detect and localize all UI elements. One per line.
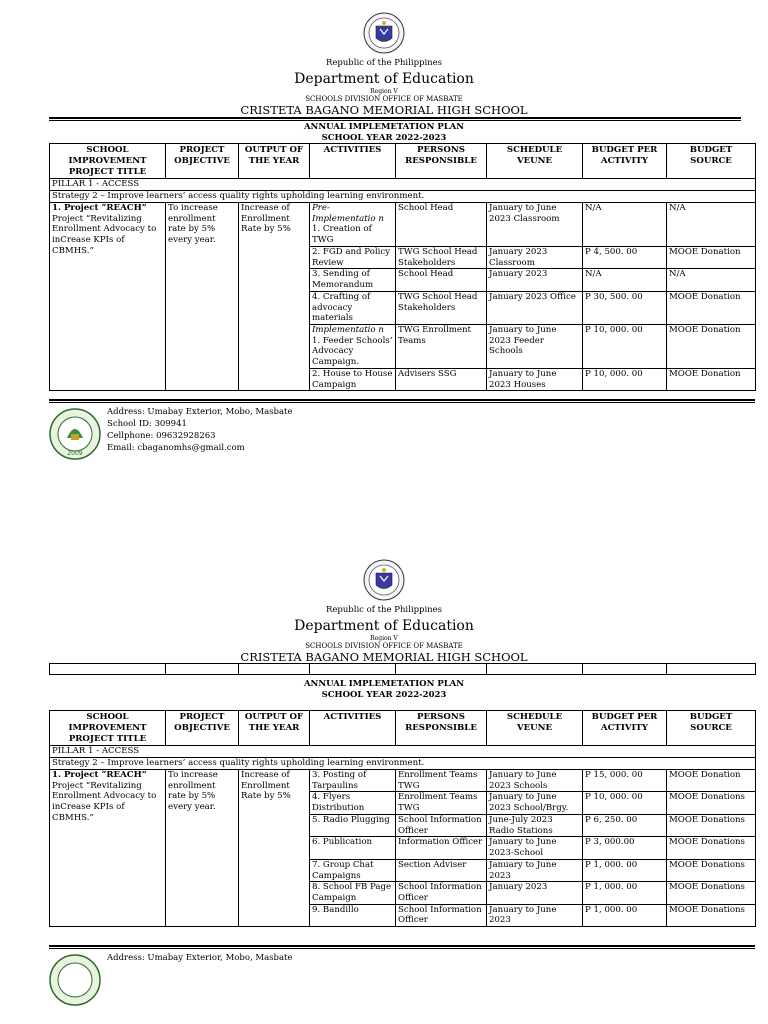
source-cell: MOOE Donation bbox=[667, 769, 756, 791]
project-title-cell bbox=[50, 769, 166, 926]
budget-cell: P 10, 000. 00 bbox=[583, 792, 667, 814]
persons-cell: TWG School Head Stakeholders bbox=[396, 246, 487, 268]
budget-cell: P 15, 000. 00 bbox=[583, 769, 667, 791]
deped-seal-icon bbox=[363, 12, 405, 54]
table-header-row bbox=[50, 711, 756, 746]
table-row bbox=[50, 769, 756, 791]
contact-info bbox=[107, 406, 292, 454]
budget-cell: N/A bbox=[583, 269, 667, 291]
source-cell: MOOE Donations bbox=[667, 814, 756, 836]
schedule-cell: January to June 2023 Classroom bbox=[487, 202, 583, 246]
blank-header-table bbox=[49, 663, 756, 675]
activity-text: 1. Creation of TWG bbox=[312, 224, 372, 246]
col-header: BUDGET PER ACTIVITY bbox=[583, 144, 667, 179]
persons-cell: School Information Officer bbox=[396, 814, 487, 836]
activity-cell: 2. FGD and Policy Review bbox=[310, 246, 396, 268]
project-title-text: Project “Revitalizing Enrollment Advocacy to inCrease KPIs of CBMHS.” bbox=[52, 213, 157, 256]
persons-cell: Section Adviser bbox=[396, 859, 487, 881]
activity-cell: 4. Crafting of advocacy materials bbox=[310, 291, 396, 324]
letterhead bbox=[0, 548, 768, 663]
schedule-cell: January to June 2023 Feeder Schools bbox=[487, 325, 583, 369]
persons-cell: School Head bbox=[396, 269, 487, 291]
plan-title bbox=[0, 122, 768, 143]
activity-cell: 9. Bandillo bbox=[310, 904, 396, 926]
budget-cell: N/A bbox=[583, 202, 667, 246]
col-header: SCHOOL IMPROVEMENT PROJECT TITLE bbox=[50, 144, 166, 179]
col-header: PERSONS RESPONSIBLE bbox=[396, 711, 487, 746]
persons-cell: Enrollment Teams TWG bbox=[396, 769, 487, 791]
persons-cell: Information Officer bbox=[396, 837, 487, 859]
plan-title-text: ANNUAL IMPLEMETATION PLAN bbox=[303, 122, 465, 132]
col-header: BUDGET SOURCE bbox=[667, 711, 756, 746]
activity-cell: 2. House to House Campaign bbox=[310, 368, 396, 390]
region-line: Region V bbox=[370, 634, 398, 642]
source-cell: MOOE Donation bbox=[667, 325, 756, 369]
persons-cell: Enrollment Teams TWG bbox=[396, 792, 487, 814]
table-row bbox=[50, 202, 756, 246]
header-rule bbox=[49, 117, 741, 121]
col-header: BUDGET SOURCE bbox=[667, 144, 756, 179]
project-title-number: 1. Project “REACH” bbox=[52, 769, 147, 780]
budget-cell: P 1, 000. 00 bbox=[583, 904, 667, 926]
department-line: Department of Education bbox=[294, 617, 474, 634]
activity-cell: 6. Publication bbox=[310, 837, 396, 859]
persons-cell: TWG Enrollment Teams bbox=[396, 325, 487, 369]
project-objective-cell: To increase enrollment rate by 5% every year. bbox=[166, 769, 239, 926]
col-header: ACTIVITIES bbox=[310, 144, 396, 179]
schedule-cell: January 2023 Office bbox=[487, 291, 583, 324]
schedule-cell: January to June 2023-School bbox=[487, 837, 583, 859]
budget-cell: P 4, 500. 00 bbox=[583, 246, 667, 268]
activity-text: 1. Feeder Schools’ Advocacy Campaign. bbox=[312, 335, 393, 368]
republic-line: Republic of the Philippines bbox=[325, 58, 443, 68]
phase-label: Pre-Implementatio n bbox=[312, 202, 384, 224]
address: Address: Umabay Exterior, Mobo, Masbate bbox=[107, 953, 293, 964]
schedule-cell: January to June 2023 Houses bbox=[487, 368, 583, 390]
col-header: PROJECT OBJECTIVE bbox=[166, 144, 239, 179]
col-header: SCHOOL IMPROVEMENT PROJECT TITLE bbox=[50, 711, 166, 746]
plan-title bbox=[0, 679, 768, 700]
division-line: SCHOOLS DIVISION OFFICE OF MASBATE bbox=[305, 641, 463, 650]
activity-cell: 8. School FB Page Campaign bbox=[310, 882, 396, 904]
project-objective-cell: To increase enrollment rate by 5% every year. bbox=[166, 202, 239, 390]
col-header: PROJECT OBJECTIVE bbox=[166, 711, 239, 746]
plan-table-2 bbox=[49, 710, 756, 927]
plan-title-text: ANNUAL IMPLEMETATION PLAN bbox=[303, 679, 465, 689]
school-logo-icon bbox=[49, 408, 101, 460]
school-id: School ID: 309941 bbox=[107, 419, 187, 430]
source-cell: MOOE Donation bbox=[667, 246, 756, 268]
school-logo-icon bbox=[49, 954, 101, 1006]
logo-year: 2009 bbox=[67, 450, 83, 458]
activity-cell: 5. Radio Plugging bbox=[310, 814, 396, 836]
source-cell: N/A bbox=[667, 269, 756, 291]
col-header: ACTIVITIES bbox=[310, 711, 396, 746]
school-name: CRISTETA BAGANO MEMORIAL HIGH SCHOOL bbox=[240, 102, 528, 117]
col-header: PERSONS RESPONSIBLE bbox=[396, 144, 487, 179]
activity-cell: 3. Sending of Memorandum bbox=[310, 269, 396, 291]
persons-cell: School Information Officer bbox=[396, 882, 487, 904]
footer bbox=[49, 403, 768, 463]
source-cell: N/A bbox=[667, 202, 756, 246]
plan-table-1 bbox=[49, 143, 756, 391]
persons-cell: School Information Officer bbox=[396, 904, 487, 926]
contact-info bbox=[107, 952, 292, 964]
footer bbox=[49, 949, 768, 1009]
pillar-row: PILLAR 1 - ACCESS bbox=[50, 746, 756, 758]
school-year: SCHOOL YEAR 2022-2023 bbox=[321, 132, 447, 143]
schedule-cell: January 2023 Classroom bbox=[487, 246, 583, 268]
table-header-row bbox=[50, 144, 756, 179]
schedule-cell: January to June 2023 Schools bbox=[487, 769, 583, 791]
region-line: Region V bbox=[370, 87, 398, 95]
activity-cell bbox=[310, 202, 396, 246]
schedule-cell: January 2023 bbox=[487, 269, 583, 291]
budget-cell: P 30, 500. 00 bbox=[583, 291, 667, 324]
pillar-row: PILLAR 1 - ACCESS bbox=[50, 179, 756, 191]
republic-line: Republic of the Philippines bbox=[325, 605, 443, 615]
source-cell: MOOE Donations bbox=[667, 859, 756, 881]
budget-cell: P 6, 250. 00 bbox=[583, 814, 667, 836]
budget-cell: P 1, 000. 00 bbox=[583, 882, 667, 904]
address: Address: Umabay Exterior, Mobo, Masbate bbox=[107, 407, 293, 418]
phase-label: Implementatio n bbox=[312, 325, 384, 335]
col-header: SCHEDULE VEUNE bbox=[487, 711, 583, 746]
source-cell: MOOE Donations bbox=[667, 792, 756, 814]
budget-cell: P 10, 000. 00 bbox=[583, 325, 667, 369]
col-header: BUDGET PER ACTIVITY bbox=[583, 711, 667, 746]
project-output-cell: Increase of Enrollment Rate by 5% bbox=[239, 769, 310, 926]
email: Email: cbaganomhs@gmail.com bbox=[107, 443, 245, 454]
persons-cell: Advisers SSG bbox=[396, 368, 487, 390]
schedule-cell: January to June 2023 bbox=[487, 904, 583, 926]
budget-cell: P 10, 000. 00 bbox=[583, 368, 667, 390]
project-output-cell: Increase of Enrollment Rate by 5% bbox=[239, 202, 310, 390]
source-cell: MOOE Donation bbox=[667, 368, 756, 390]
persons-cell: School Head bbox=[396, 202, 487, 246]
project-title-cell bbox=[50, 202, 166, 390]
budget-cell: P 3, 000.00 bbox=[583, 837, 667, 859]
schedule-cell: June-July 2023 Radio Stations bbox=[487, 814, 583, 836]
col-header: SCHEDULE VEUNE bbox=[487, 144, 583, 179]
strategy-row: Strategy 2 – Improve learners’ access quality rights upholding learning environment. bbox=[50, 191, 756, 203]
activity-cell: 7. Group Chat Campaigns bbox=[310, 859, 396, 881]
schedule-cell: January to June 2023 bbox=[487, 859, 583, 881]
schedule-cell: January to June 2023 School/Brgy. bbox=[487, 792, 583, 814]
deped-seal-icon bbox=[363, 559, 405, 601]
project-title-text: Project “Revitalizing Enrollment Advocacy to inCrease KPIs of CBMHS.” bbox=[52, 780, 157, 823]
cellphone: Cellphone: 09632928263 bbox=[107, 431, 216, 442]
schedule-cell: January 2023 bbox=[487, 882, 583, 904]
col-header: OUTPUT OF THE YEAR bbox=[239, 711, 310, 746]
persons-cell: TWG School Head Stakeholders bbox=[396, 291, 487, 324]
school-year: SCHOOL YEAR 2022-2023 bbox=[321, 689, 447, 700]
source-cell: MOOE Donation bbox=[667, 291, 756, 324]
document-page-2 bbox=[0, 548, 768, 1024]
letterhead bbox=[0, 0, 768, 116]
activity-cell: 3. Posting of Tarpaulins bbox=[310, 769, 396, 791]
strategy-row: Strategy 2 – Improve learners’ access quality rights upholding learning environment. bbox=[50, 758, 756, 770]
department-line: Department of Education bbox=[294, 70, 474, 87]
division-line: SCHOOLS DIVISION OFFICE OF MASBATE bbox=[305, 94, 463, 103]
budget-cell: P 1, 000. 00 bbox=[583, 859, 667, 881]
activity-cell: 4. Flyers Distribution bbox=[310, 792, 396, 814]
source-cell: MOOE Donations bbox=[667, 882, 756, 904]
source-cell: MOOE Donations bbox=[667, 904, 756, 926]
project-title-number: 1. Project “REACH” bbox=[52, 202, 147, 213]
activity-cell bbox=[310, 325, 396, 369]
source-cell: MOOE Donations bbox=[667, 837, 756, 859]
school-name: CRISTETA BAGANO MEMORIAL HIGH SCHOOL bbox=[240, 649, 528, 664]
col-header: OUTPUT OF THE YEAR bbox=[239, 144, 310, 179]
